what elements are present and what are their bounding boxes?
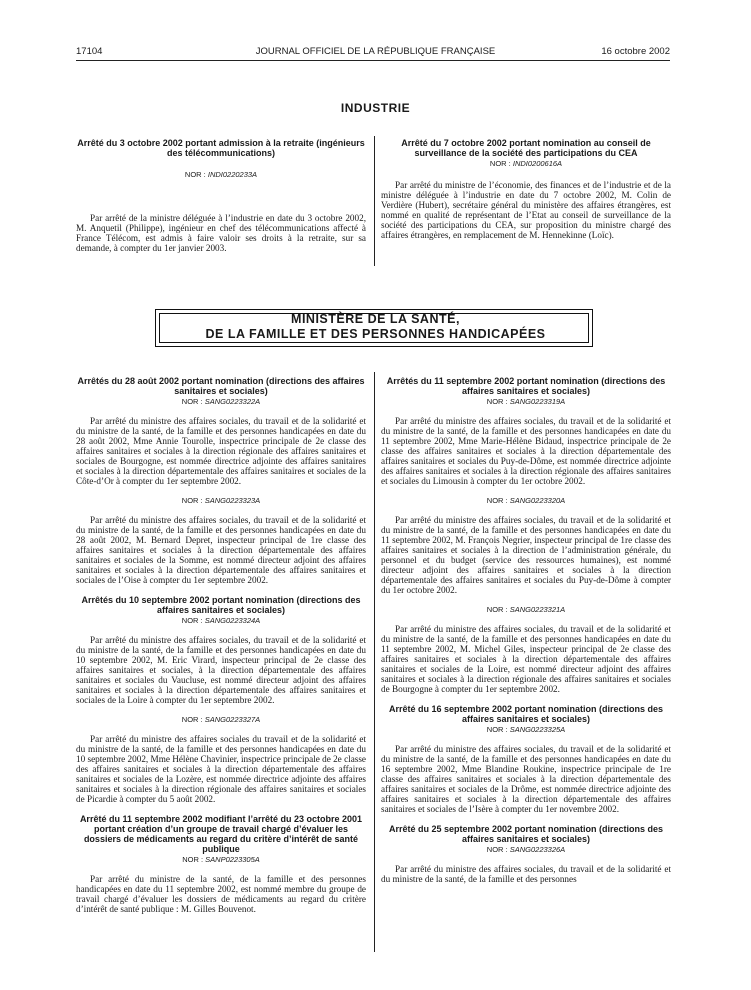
nor-reference: NOR : SANG0223327A [181,715,261,724]
industrie-left-article [76,138,366,253]
nor-reference: NOR : INDI0220233A [184,170,258,179]
article-title: Arrêté du 3 octobre 2002 portant admission à la retraite (ingénieurs des télécommunications) [77,138,365,158]
nor-reference: NOR : SANG0223325A [486,725,566,734]
page-number: 17104 [76,46,103,57]
health-left-column [76,376,366,914]
nor-reference: NOR : SANG0223322A [181,397,261,406]
header-rule [76,60,670,61]
article-title: Arrêté du 7 octobre 2002 portant nomination au conseil de surveillance de la société des participations du CEA [401,138,651,158]
article-body: Par arrêté du ministre des affaires sociales, du travail et de la solidarité et du ministre de la santé, de la famille et des personnes handicapées en date du 28 août 2002, Mme Annie Tourolle, inspectrice principale de 2e classe des affaires sanitaires et sociales à la direction régionale des affaires sanitaires et sociales de Bourgogne, est nommée directrice adjointe des affaires sanitaires et sociales à la direction départementale des affaires sanitaires et sociales de la Côte-d’Or à compter du 1er septembre 2002. [76,416,366,486]
nor-reference: NOR : SANG0223321A [486,605,566,614]
nor-reference: NOR : INDI0200616A [489,159,563,168]
ministry-title-line1: MINISTÈRE DE LA SANTÉ, [291,312,460,326]
nor-reference: NOR : SANP0223305A [182,855,260,864]
article-body: Par arrêté du ministre de l’économie, des finances et de l’industrie et de la ministre déléguée à l’industrie en date du 7 octobre 2002, M. Colin de Verdière (Hubert), secrétaire général du ministère des affaires étrangères, est nommé en qualité de représentant de l’Etat au conseil de surveillance de la société des participations du CEA, sur proposition du ministre chargé des affaires étrangères, en remplacement de M. Hennekinne (Loïc). [381,180,671,240]
nor-reference: NOR : SANG0223326A [486,845,566,854]
journal-title: JOURNAL OFFICIEL DE LA RÉPUBLIQUE FRANÇAISE [255,46,496,57]
article-body: Par arrêté de la ministre déléguée à l’industrie en date du 3 octobre 2002, M. Anquetil (Philippe), ingénieur en chef des télécommunications affecté à France Télécom, est admis à faire valoir ses droits à la retraite, sur sa demande, à compter du 1er janvier 2003. [76,213,366,253]
article-title: Arrêté du 16 septembre 2002 portant nomination (directions des affaires sanitaires et sociales) [388,704,664,724]
section-title: INDUSTRIE [340,101,411,115]
article-body: Par arrêté du ministre des affaires sociales, du travail et de la solidarité et du ministre de la santé, de la famille et des personnes handicapées en date du 11 septembre 2002, M. François Negrier, inspecteur principal de 1re classe des affaires sanitaires et sociales à la direction de l’administration générale, du personnel et du budget (service des ressources humaines), est nommé directeur adjoint des affaires sanitaires et sociales à la direction départementale des affaires sanitaires et sociales du Puy-de-Dôme à compter du 1er octobre 2002. [381,515,671,595]
article-title: Arrêtés du 28 août 2002 portant nomination (directions des affaires sanitaires et sociales) [77,376,365,396]
article-body: Par arrêté du ministre des affaires sociales, du travail et de la solidarité et du ministre de la santé, de la famille et des personnes handicapées en date du 16 septembre 2002, Mme Blandine Roukine, inspectrice principale de 1re classe des affaires sanitaires et sociales à la direction départementale des affaires sanitaires et sociales de la Drôme, est nommée directrice adjointe des affaires sanitaires et sociales à la direction départementale des affaires sanitaires et sociales de l’Isère à compter du 1er novembre 2002. [381,744,671,814]
health-right-column [381,376,671,884]
article-body: Par arrêté du ministre des affaires sociales, du travail et de la solidarité et du ministre de la santé, de la famille et des personnes handicapées en date du 11 septembre 2002, Mme Marie-Hélène Bidaud, inspectrice principale de 2e classe des affaires sanitaires et sociales à la direction départementale des affaires sanitaires et sociales du Puy-de-Dôme, est nommée directrice adjointe des affaires sanitaires et sociales à la direction régionale des affaires sanitaires et sociales du Limousin à compter du 1er octobre 2002. [381,416,671,486]
article-body: Par arrêté du ministre des affaires sociales, du travail et de la solidarité et du ministre de la santé, de la famille et des personnes handicapées en date du 11 septembre 2002, M. Michel Giles, inspecteur principal de 2e classe des affaires sanitaires et sociales à la direction départementale des affaires sanitaires et sociales de la Loire, est nommé directeur adjoint des affaires sanitaires et sociales à la direction régionale des affaires sanitaires et sociales de Bourgogne à compter du 1er septembre 2002. [381,624,671,694]
nor-reference: NOR : SANG0223323A [181,496,261,505]
column-divider [374,372,375,952]
issue-date: 16 octobre 2002 [601,46,670,57]
ministry-title-line2: DE LA FAMILLE ET DES PERSONNES HANDICAPÉES [205,327,546,341]
nor-reference: NOR : SANG0223324A [181,616,261,625]
article-body: Par arrêté du ministre de la santé, de la famille et des personnes handicapées en date du 11 septembre 2002, est nommé membre du groupe de travail chargé d’évaluer les dossiers de médicaments au regard du critère d’intérêt de santé publique : M. Gilles Bouvenot. [76,874,366,914]
nor-reference: NOR : SANG0223320A [486,496,566,505]
article-body: Par arrêté du ministre des affaires sociales, du travail et de la solidarité et du ministre de la santé, de la famille et des personnes handicapées en date du 28 août 2002, M. Bernard Depret, inspecteur principal de 1re classe des affaires sanitaires et sociales à la direction départementale des affaires sanitaires et sociales de la Somme, est nommé directeur adjoint des affaires sanitaires et sociales à la direction départementale des affaires sanitaires et sociales de l’Oise à compter du 1er septembre 2002. [76,515,366,585]
article-title: Arrêté du 25 septembre 2002 portant nomination (directions des affaires sanitaires et sociales) [388,824,664,844]
column-divider [374,136,375,266]
article-title: Arrêté du 11 septembre 2002 modifiant l’arrêté du 23 octobre 2001 portant création d’un groupe de travail chargé d’évaluer les dossiers de médicaments au regard du critère d’intérêt de santé publique [79,814,363,854]
industrie-right-article [381,138,671,240]
article-body: Par arrêté du ministre des affaires sociales, du travail et de la solidarité et du ministre de la santé, de la famille et des personnes handicapées en date du 10 septembre 2002, M. Eric Virard, inspecteur principal de 2e classe des affaires sanitaires et sociales, à la direction départementale des affaires sanitaires et sociales du Vaucluse, est nommé directeur adjoint des affaires sanitaires et sociales à la direction départementale des affaires sanitaires et sociales de la Loire à compter du 1er septembre 2002. [76,635,366,705]
article-title: Arrêtés du 11 septembre 2002 portant nomination (directions des affaires sanitaires et sociales) [386,376,666,396]
nor-reference: NOR : SANG0223319A [486,397,566,406]
article-body: Par arrêté du ministre des affaires sociales, du travail et de la solidarité et du ministre de la santé, de la famille et des personnes [381,864,671,884]
article-title: Arrêtés du 10 septembre 2002 portant nomination (directions des affaires sanitaires et sociales) [81,595,361,615]
article-body: Par arrêté du ministre des affaires sociales du travail et de la solidarité et du ministre de la santé, de la famille et des personnes handicapées en date du 10 septembre 2002, Mme Hélène Chavinier, inspectrice principale de 2e classe des affaires sanitaires et sociales à la direction départementale des affaires sanitaires et sociales de la Lozère, est nommée directrice adjointe des affaires sanitaires et sociales à la direction régionale des affaires sanitaires et sociales de Picardie à compter du 5 août 2002. [76,734,366,804]
